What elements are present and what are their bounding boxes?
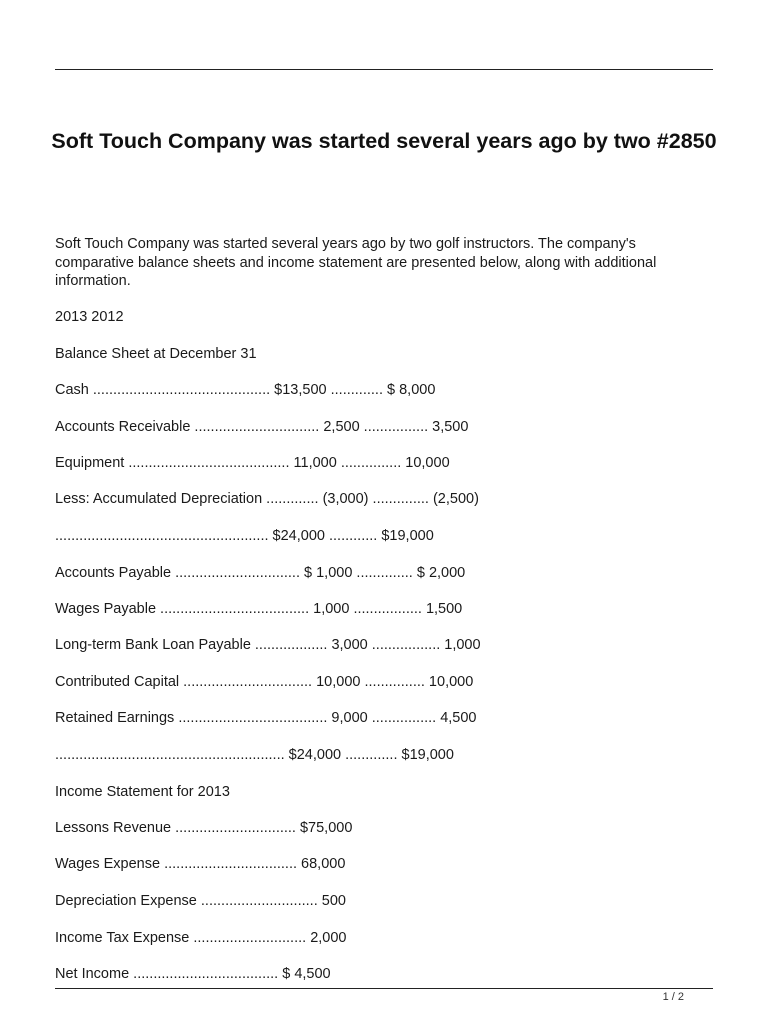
year-header: 2013 2012 <box>55 309 124 325</box>
line-item-lessons-revenue: Lessons Revenue .............................. $75,000 <box>55 820 353 836</box>
line-item-cash: Cash ............................................ $13,500 ............. $ 8,000 <box>55 382 436 398</box>
section-heading-income-statement: Income Statement for 2013 <box>55 784 230 800</box>
intro-paragraph: Soft Touch Company was started several years ago by two golf instructors. The company's comparative balance sheets and income statement are presented below, along with additional information. <box>55 236 657 289</box>
bottom-divider <box>55 988 713 989</box>
line-item-net-income: Net Income .................................... $ 4,500 <box>55 966 331 982</box>
line-item-accounts-payable: Accounts Payable ............................... $ 1,000 .............. $ 2,000 <box>55 565 466 581</box>
line-item-retained-earnings: Retained Earnings ..................................... 9,000 ................ 4,500 <box>55 710 477 726</box>
line-item-accumulated-depreciation: Less: Accumulated Depreciation ............. (3,000) .............. (2,500) <box>55 491 479 507</box>
line-item-accounts-receivable: Accounts Receivable ............................... 2,500 ................ 3,500 <box>55 419 469 435</box>
line-item-total-liabilities-equity: ......................................................... $24,000 ............. $19,000 <box>55 747 454 763</box>
page-title: Soft Touch Company was started several years ago by two #2850 <box>51 129 717 153</box>
section-heading-balance-sheet: Balance Sheet at December 31 <box>55 346 257 362</box>
line-item-wages-expense: Wages Expense ................................. 68,000 <box>55 856 346 872</box>
page-number: 1 / 2 <box>662 991 684 1003</box>
line-item-total-assets: ..................................................... $24,000 ............ $19,000 <box>55 528 434 544</box>
line-item-income-tax-expense: Income Tax Expense ............................ 2,000 <box>55 930 347 946</box>
line-item-depreciation-expense: Depreciation Expense ............................. 500 <box>55 893 346 909</box>
line-item-bank-loan-payable: Long-term Bank Loan Payable .................. 3,000 ................. 1,000 <box>55 637 481 653</box>
top-divider <box>55 69 713 70</box>
line-item-equipment: Equipment ........................................ 11,000 ............... 10,000 <box>55 455 450 471</box>
line-item-wages-payable: Wages Payable ..................................... 1,000 ................. 1,500 <box>55 601 463 617</box>
line-item-contributed-capital: Contributed Capital ................................ 10,000 ............... 10,000 <box>55 674 474 690</box>
